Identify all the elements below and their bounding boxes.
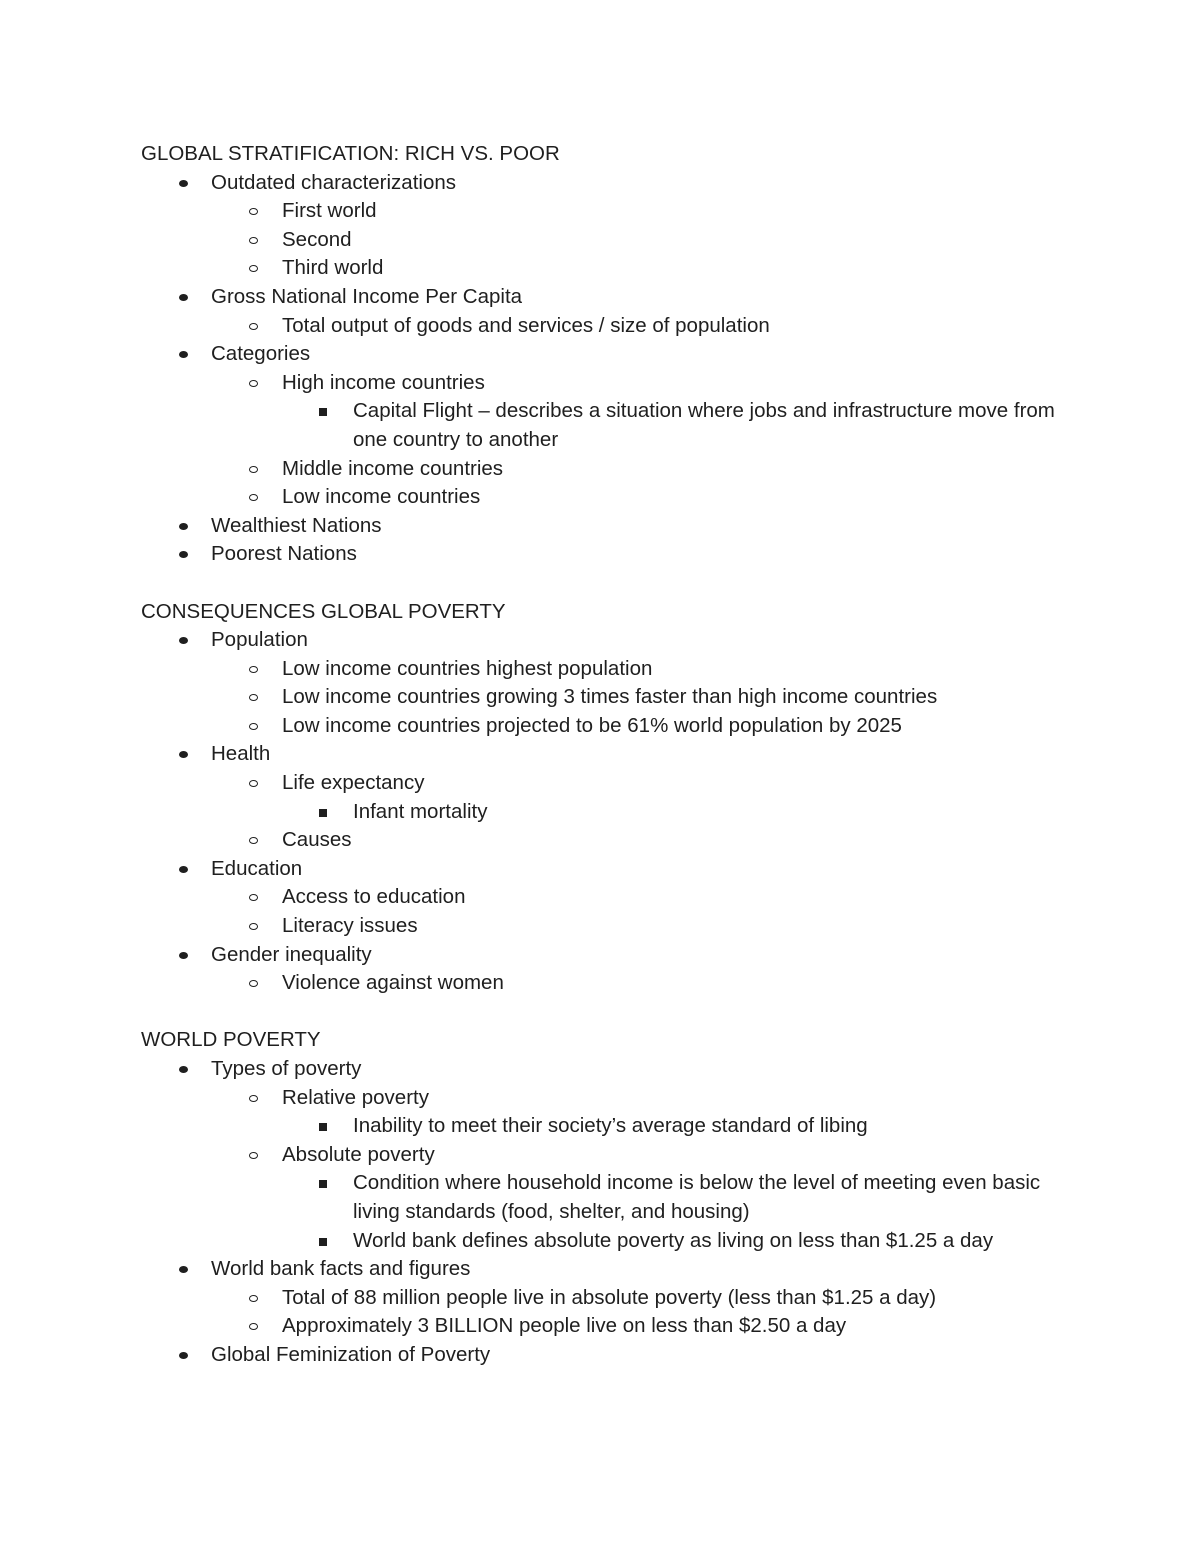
sub-bullet-item [141, 655, 1071, 684]
sub-bullet-item [141, 455, 1071, 484]
bullet-text: Poorest Nations [211, 542, 357, 566]
filled-bullet-icon [179, 866, 188, 873]
sub-bullet-item [141, 312, 1071, 341]
bullet-text: First world [282, 199, 377, 223]
bullet-text: Literacy issues [282, 914, 418, 938]
bullet-text: High income countries [282, 370, 485, 394]
hollow-bullet-icon [249, 666, 258, 673]
bullet-item [141, 1341, 1071, 1370]
hollow-bullet-icon [249, 723, 258, 730]
bullet-item [141, 340, 1071, 369]
sub-sub-bullet-item [141, 1169, 1071, 1226]
bullet-text: Infant mortality [353, 799, 488, 823]
sub-bullet-item [141, 1084, 1071, 1113]
bullet-item [141, 740, 1071, 769]
section-heading: GLOBAL STRATIFICATION: RICH VS. POOR [141, 142, 560, 165]
bullet-item [141, 941, 1071, 970]
bullet-text: Population [211, 628, 308, 652]
filled-bullet-icon [179, 551, 188, 558]
section-world-poverty [141, 1026, 1071, 1369]
filled-bullet-icon [179, 751, 188, 758]
bullet-text: Gender inequality [211, 942, 372, 966]
sub-bullet-item [141, 883, 1071, 912]
bullet-text: Absolute poverty [282, 1142, 435, 1166]
sub-bullet-item [141, 912, 1071, 941]
section-heading: CONSEQUENCES GLOBAL POVERTY [141, 599, 506, 623]
bullet-text: Outdated characterizations [211, 170, 456, 194]
bullet-text: Low income countries projected to be 61% world population by 2025 [282, 713, 902, 737]
filled-bullet-icon [179, 294, 188, 301]
hollow-bullet-icon [249, 894, 258, 901]
section-global-stratification [141, 140, 1071, 569]
bullet-text: Middle income countries [282, 456, 504, 480]
sub-bullet-item [141, 369, 1071, 398]
bullet-item [141, 283, 1071, 312]
bullet-item [141, 1255, 1071, 1284]
bullet-text: Gross National Income Per Capita [211, 284, 523, 308]
bullet-text: Low income countries highest population [282, 656, 653, 680]
sub-bullet-item [141, 712, 1071, 741]
filled-bullet-icon [179, 180, 188, 187]
hollow-bullet-icon [249, 923, 258, 930]
bullet-item [141, 169, 1071, 198]
bullet-text: Violence against women [282, 971, 504, 995]
sub-bullet-item [141, 483, 1071, 512]
hollow-bullet-icon [249, 837, 258, 844]
bullet-text: Capital Flight – describes a situation where jobs and infrastructure move from one country to another [353, 399, 1055, 451]
sub-bullet-item [141, 1141, 1071, 1170]
filled-bullet-icon [179, 351, 188, 358]
bullet-text: Education [211, 856, 303, 880]
bullet-text: Relative poverty [282, 1085, 429, 1109]
bullet-text: Life expectancy [282, 771, 425, 795]
bullet-text: Second [282, 227, 352, 251]
hollow-bullet-icon [249, 494, 258, 501]
sub-bullet-item [141, 969, 1071, 998]
hollow-bullet-icon [249, 323, 258, 330]
bullet-text: Low income countries growing 3 times faster than high income countries [282, 685, 938, 709]
bullet-text: Causes [282, 828, 352, 852]
section-consequences-global-poverty [141, 598, 1071, 998]
hollow-bullet-icon [249, 1295, 258, 1302]
hollow-bullet-icon [249, 1152, 258, 1159]
bullet-item [141, 512, 1071, 541]
bullet-text: World bank defines absolute poverty as living on less than $1.25 a day [353, 1228, 994, 1252]
square-bullet-icon [319, 1238, 327, 1246]
filled-bullet-icon [179, 1352, 188, 1359]
sub-bullet-item [141, 197, 1071, 226]
sub-sub-bullet-item [141, 1112, 1071, 1141]
sub-sub-bullet-item [141, 798, 1071, 827]
hollow-bullet-icon [249, 780, 258, 787]
filled-bullet-icon [179, 1066, 188, 1073]
hollow-bullet-icon [249, 1095, 258, 1102]
bullet-item [141, 1055, 1071, 1084]
bullet-text: Wealthiest Nations [211, 513, 382, 537]
filled-bullet-icon [179, 952, 188, 959]
sub-bullet-item [141, 254, 1071, 283]
bullet-text: Third world [282, 256, 384, 280]
bullet-text: Condition where household income is below the level of meeting even basic living standards (food, shelter, and housing) [353, 1171, 1041, 1223]
square-bullet-icon [319, 1123, 327, 1131]
document-body [141, 140, 1071, 1370]
hollow-bullet-icon [249, 694, 258, 701]
section-spacer [141, 998, 1071, 1027]
square-bullet-icon [319, 1180, 327, 1188]
bullet-text: Access to education [282, 885, 466, 909]
sub-bullet-item [141, 1312, 1071, 1341]
sub-bullet-item [141, 226, 1071, 255]
filled-bullet-icon [179, 523, 188, 530]
bullet-text: Types of poverty [211, 1057, 362, 1080]
bullet-text: Total output of goods and services / size of population [282, 313, 770, 337]
bullet-text: Approximately 3 BILLION people live on less than $2.50 a day [282, 1314, 847, 1338]
hollow-bullet-icon [249, 1323, 258, 1330]
section-spacer [141, 569, 1071, 598]
bullet-text: Health [211, 742, 271, 766]
sub-bullet-item [141, 826, 1071, 855]
hollow-bullet-icon [249, 237, 258, 244]
hollow-bullet-icon [249, 466, 258, 473]
bullet-item [141, 855, 1071, 884]
hollow-bullet-icon [249, 980, 258, 987]
bullet-item [141, 540, 1071, 569]
bullet-text: Low income countries [282, 485, 481, 509]
hollow-bullet-icon [249, 208, 258, 215]
bullet-item [141, 626, 1071, 655]
sub-bullet-item [141, 769, 1071, 798]
filled-bullet-icon [179, 637, 188, 644]
sub-sub-bullet-item [141, 397, 1071, 454]
bullet-text: Global Feminization of Poverty [211, 1342, 491, 1366]
bullet-text: World bank facts and figures [211, 1257, 471, 1281]
bullet-text: Categories [211, 342, 311, 366]
hollow-bullet-icon [249, 265, 258, 272]
square-bullet-icon [319, 408, 327, 416]
square-bullet-icon [319, 809, 327, 817]
bullet-text: Total of 88 million people live in absolute poverty (less than $1.25 a day) [282, 1285, 937, 1309]
hollow-bullet-icon [249, 380, 258, 387]
bullet-text: Inability to meet their society’s average standard of libing [353, 1114, 868, 1138]
sub-bullet-item [141, 1284, 1071, 1313]
filled-bullet-icon [179, 1266, 188, 1273]
sub-sub-bullet-item [141, 1227, 1071, 1256]
sub-bullet-item [141, 683, 1071, 712]
section-heading: WORLD POVERTY [141, 1028, 321, 1052]
